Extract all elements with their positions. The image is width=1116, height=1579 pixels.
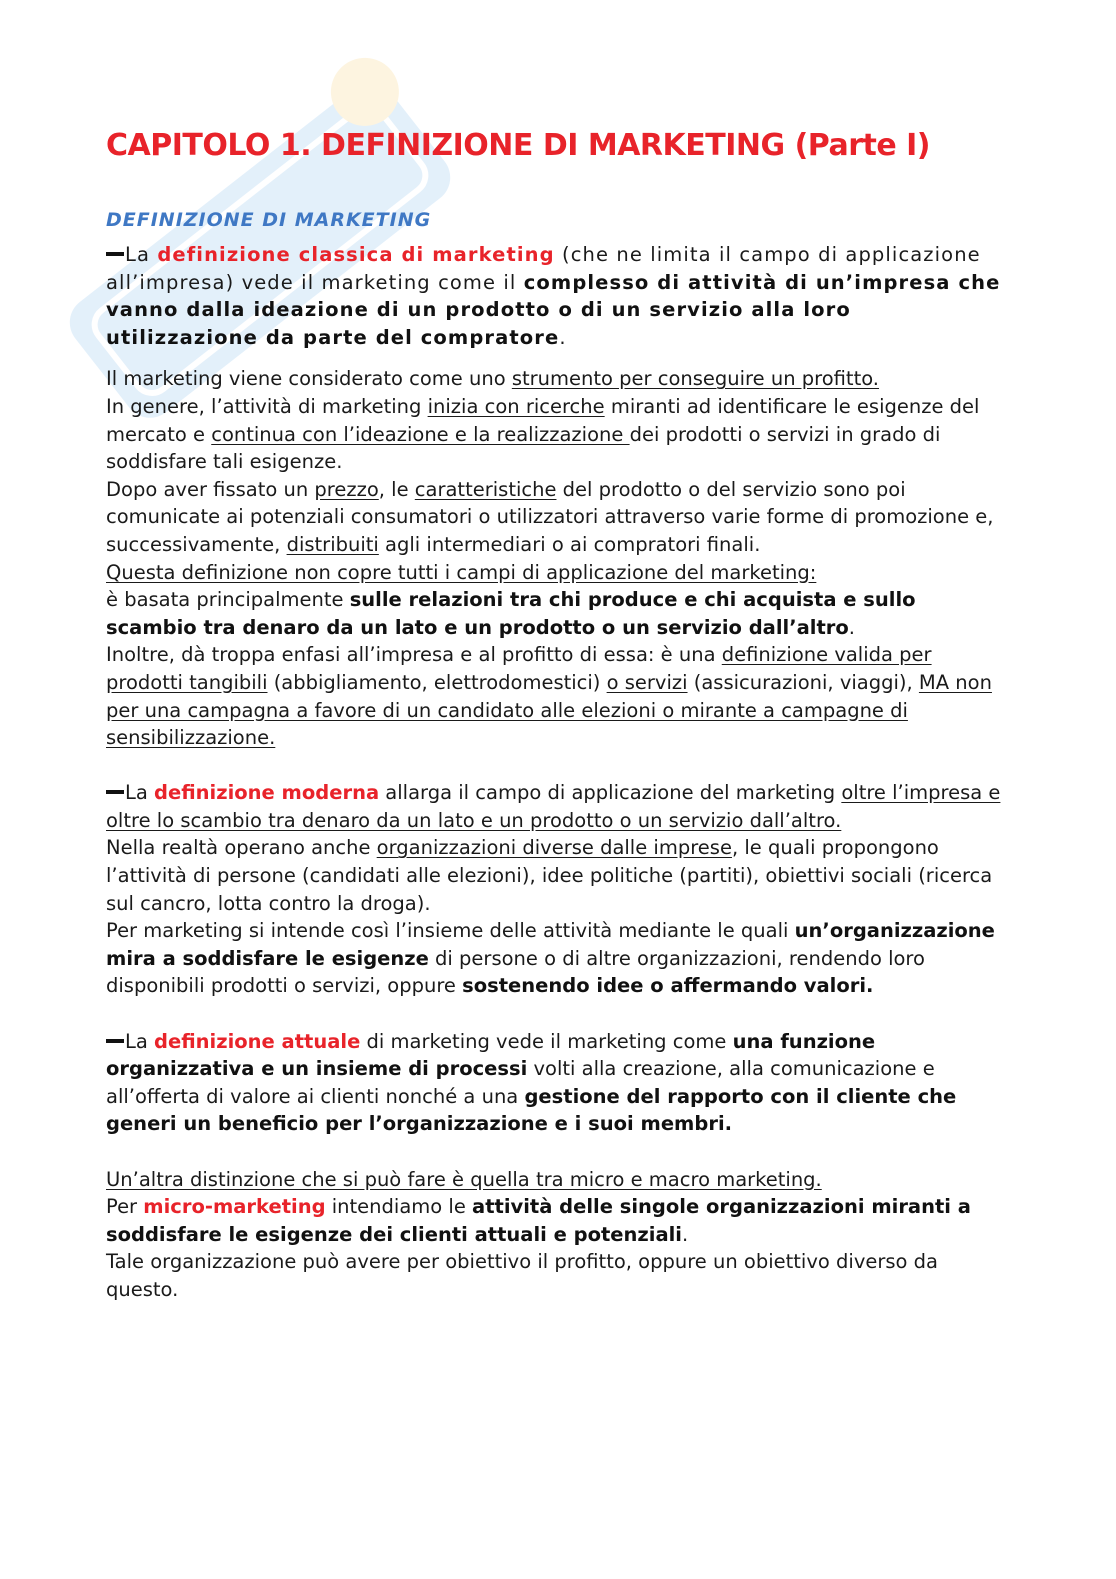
document-page	[106, 128, 1006, 1304]
dash-bullet-icon	[106, 252, 124, 256]
chapter-title: CAPITOLO 1. DEFINIZIONE DI MARKETING (Parte I)	[106, 128, 931, 163]
paragraph-classic-definition: La definizione classica di marketing (che ne limita il campo di applicazione all’impresa) vede il marketing come il complesso di attività di un’impresa che vanno dalla ideazione di un prodotto o di un servizio alla loro utilizzazione da parte del compratore.	[106, 243, 1001, 349]
paragraph-current-definition: La definizione attuale di marketing vede il marketing come una funzione organizzativa e un insieme di processi volti alla creazione, alla comunicazione e all’offerta di valore ai clienti nonché a una gestione del rapporto con il cliente che generi un beneficio per l’organizzazione e i suoi membri.	[106, 1029, 957, 1136]
paragraph-micro-macro: Un’altra distinzione che si può fare è quella tra micro e macro marketing. Per micro-marketing intendiamo le attività delle singole organizzazioni miranti a soddisfare le esigenze dei clienti attuali e potenziali. Tale organizzazione può avere per obiettivo il profitto, oppure un obiettivo diverso da questo.	[106, 1167, 971, 1301]
dash-bullet-icon	[106, 790, 124, 794]
paragraph-modern-definition: La definizione moderna allarga il campo di applicazione del marketing oltre l’impresa e oltre lo scambio tra denaro da un lato e un prodotto o un servizio dall’altro. Nella realtà operano anche organizzazioni diverse dalle imprese, le quali propongono l’attività di persone (candidati alle elezioni), idee politiche (partiti), obiettivi sociali (ricerca sul cancro, lotta contro la droga). Per marketing si intende così l’insieme delle attività mediante le quali un’organizzazione mira a soddisfare le esigenze di persone o di altre organizzazioni, rendendo loro disponibili prodotti o servizi, oppure sostenendo idee o affermando valori.	[106, 781, 1001, 998]
section-subtitle: DEFINIZIONE DI MARKETING	[106, 209, 432, 231]
dash-bullet-icon	[106, 1039, 124, 1043]
paragraph-classic-details: Il marketing viene considerato come uno strumento per conseguire un profitto. In genere, l’attività di marketing inizia con ricerche miranti ad identificare le esigenze del mercato e continua con l’ideazione e la realizzazione dei prodotti o servizi in grado di soddisfare tali esigenze. Dopo aver fissato un prezzo, le caratteristiche del prodotto o del servizio sono poi comunicate ai potenziali consumatori o utilizzatori attraverso varie forme di promozione e, successivamente, distribuiti agli intermediari o ai compratori finali. Questa definizione non copre tutti i campi di applicazione del marketing: è basata principalmente sulle relazioni tra chi produce e chi acquista e sullo scambio tra denaro da un lato e un prodotto o un servizio dall’altro. Inoltre, dà troppa enfasi all’impresa e al profitto di essa: è una definizione valida per prodotti tangibili (abbigliamento, elettrodomestici) o servizi (assicurazioni, viaggi), MA non per una campagna a favore di un candidato alle elezioni o mirante a campagne di sensibilizzazione.	[106, 367, 994, 750]
